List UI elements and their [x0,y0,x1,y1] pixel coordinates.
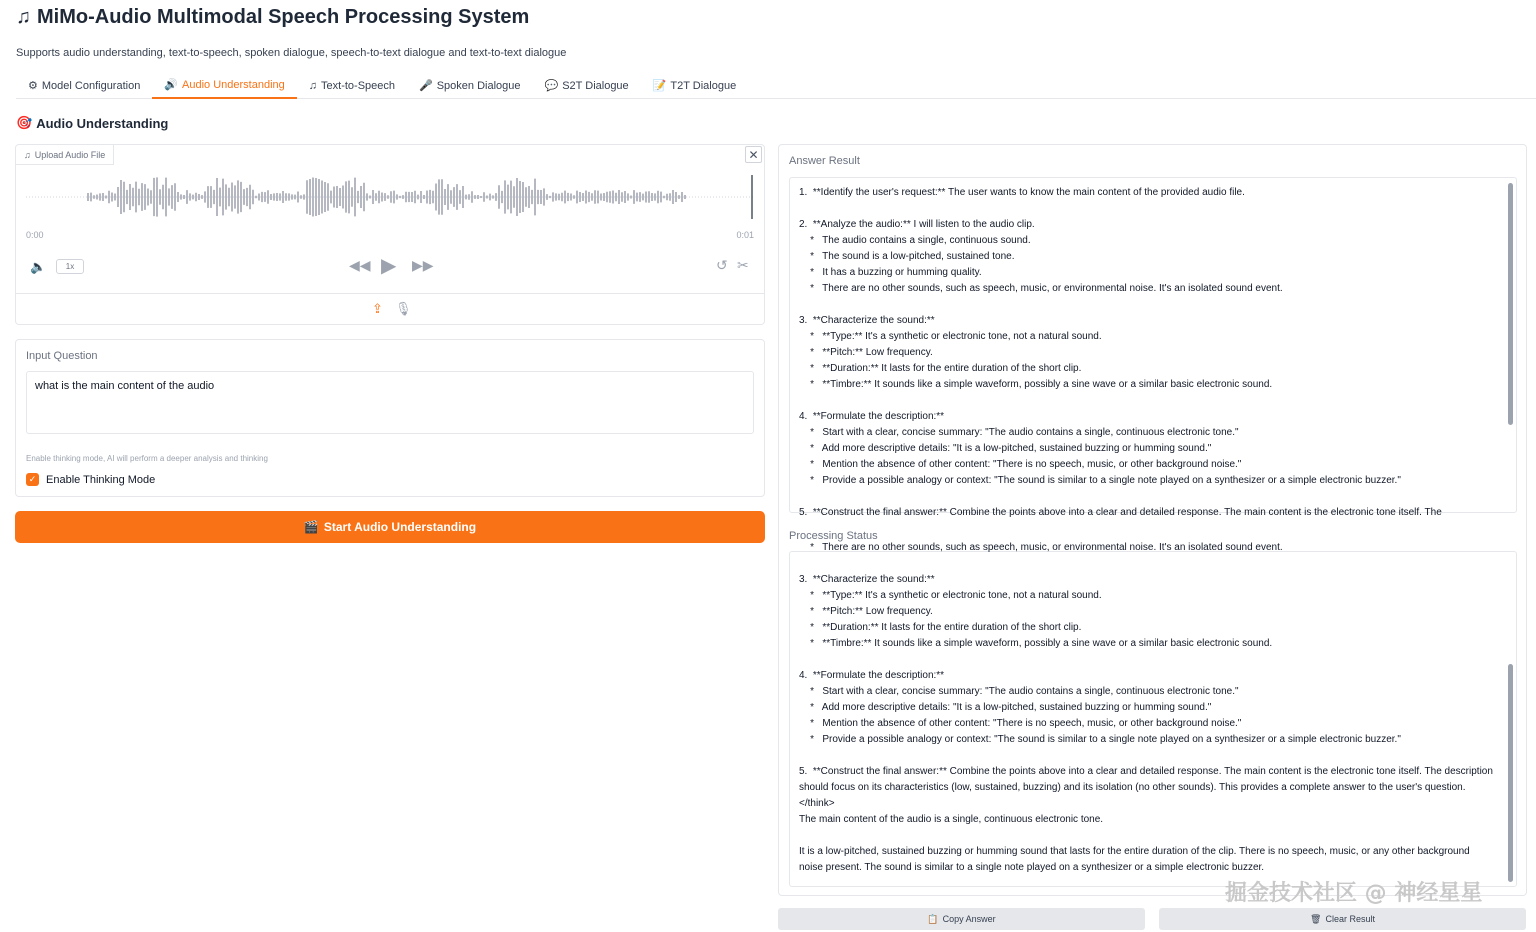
tab-audio-understanding[interactable] [152,72,296,99]
divider [16,293,764,294]
scissors-icon[interactable]: ✂ [737,257,749,273]
speaker-icon: 🔊 [164,79,179,91]
tab-label: Text-to-Speech [321,79,396,92]
tab-label: T2T Dialogue [670,79,737,92]
clear-result-button[interactable] [1159,908,1526,930]
fast-forward-icon[interactable]: ▶▶ [412,257,434,273]
app-title-text: MiMo-Audio Multimodal Speech Processing System [37,6,530,28]
time-start: 0:00 [26,230,44,240]
thinking-mode-label: Enable Thinking Mode [46,473,156,486]
undo-icon[interactable]: ↺ [716,257,728,273]
status-scrollbar[interactable] [1508,664,1513,882]
trash-icon: 🗑 [1310,913,1322,924]
tab-text-to-speech[interactable] [297,72,407,99]
music-note-icon: ♫ [24,149,31,160]
music-note-icon: ♫ [16,6,31,28]
thinking-mode-checkbox[interactable]: ✓ [26,473,39,486]
app-title [16,6,529,29]
answer-result-box[interactable] [789,177,1517,518]
tab-spoken-dialogue[interactable] [407,72,533,99]
answer-scrollbar[interactable] [1508,183,1513,425]
clipboard-icon: 📋 [927,913,939,924]
section-title-text: Audio Understanding [36,115,169,131]
tab-label: Spoken Dialogue [436,79,521,92]
play-icon[interactable]: ▶ [381,255,397,277]
microphone-icon: 🎤 [419,80,433,92]
tab-label: Model Configuration [41,79,141,92]
clapperboard-icon: 🎬 [303,520,319,534]
question-input[interactable] [26,371,754,434]
section-title [16,115,168,131]
tab-t2t-dialogue[interactable] [641,72,749,99]
volume-icon[interactable]: 🔈 [30,259,47,274]
tab-label: Audio Understanding [182,78,285,91]
upload-icon[interactable]: ⇪ [372,301,383,316]
processing-status-label: Processing Status [789,530,878,542]
speech-bubble-icon: 💬 [544,80,559,92]
memo-icon: 📝 [652,80,667,92]
tab-bar [16,72,1536,99]
tab-label: S2T Dialogue [562,79,629,92]
close-audio-button[interactable]: ✕ [745,146,762,163]
audio-upload-label [16,145,114,165]
processing-status-text: * There are no other sounds, such as speech, music, or environmental noise. It's an isolated sound event. 3. **Characterize the sound:** * **Type:** It's a synthetic or electronic tone, not a natural sound. * **Pitch:** Low frequency. * **Duration:** It lasts for the entire duration of the short clip. * **Timbre:** It sounds like a simple waveform, possibly a sine wave or a similar basic electronic sound. 4. **Formulate the description:** * Start with a clear, concise summary: "The audio contains a single, continuous electronic tone." * Add more descriptive details: "It is a low-pitched, sustained buzzing or humming sound." * Mention the absence of other content: "There is no speech, music, or other background noise." * Provide a possible analogy or context: "The sound is similar to a single note played on a synthesizer or a simple electronic buzzer." 5. **Construct the final answer:** Combine the points above into a clear and detailed response. The main content is the electronic tone itself. The description should focus on its characteristics (low, sustained, buzzing) and its isolation (no other sounds). This provides a complete answer to the user's question. </think> The main content of the audio is a single, continuous electronic tone. It is a low-pitched, sustained buzzing or humming sound that lasts for the entire duration of the clip. There is no speech, music, or any other background noise present. The sound is similar to a single note played on a synthesizer or a simple electronic buzzer. [799,542,1493,873]
audio-upload-label-text: Upload Audio File [34,149,106,160]
results-panel [778,144,1527,896]
answer-result-label: Answer Result [789,155,860,167]
copy-answer-button[interactable] [778,908,1145,930]
watermark: 掘金技术社区 @ 神经星星 [1225,881,1483,906]
clear-result-label: Clear Result [1325,914,1375,924]
audio-waveform[interactable] [26,173,754,221]
microphone-icon[interactable]: 🎙 [395,301,412,316]
answer-result-text: 1. **Identify the user's request:** The user wants to know the main content of the provided audio file. 2. **Analyze the audio:** I will listen to the audio clip. * The audio contains a single, continuous sound. * The sound is a low-pitched, sustained tone. * It has a buzzing or humming quality. * There are no other sounds, such as speech, music, or environmental noise. It's an isolated sound event. 3. **Characterize the sound:** * **Type:** It's a synthetic or electronic tone, not a natural sound. * **Pitch:** Low frequency. * **Duration:** It lasts for the entire duration of the short clip. * **Timbre:** It sounds like a simple waveform, possibly a sine wave or a similar basic electronic sound. 4. **Formulate the description:** * Start with a clear, concise summary: "The audio contains a single, continuous electronic tone." * Add more descriptive details: "It is a low-pitched, sustained buzzing or humming sound." * Mention the absence of other content: "There is no speech, music, or other background noise." * Provide a possible analogy or context: "The sound is similar to a single note played on a synthesizer or a simple electronic buzzer." 5. **Construct the final answer:** Combine the points above into a clear and detailed response. The main content is the electronic tone itself. The [799,187,1442,518]
start-audio-understanding-button[interactable] [15,511,765,543]
music-note-icon: ♫ [308,79,318,92]
tab-model-configuration[interactable] [16,72,152,99]
gear-icon: ⚙ [28,80,38,92]
start-button-label: Start Audio Understanding [323,520,477,534]
question-label: Input Question [26,350,98,362]
thinking-mode-toggle[interactable] [26,473,155,486]
copy-answer-label: Copy Answer [942,914,996,924]
time-end: 0:01 [736,230,754,240]
playback-speed-button[interactable]: 1x [56,259,84,274]
thinking-info-text: Enable thinking mode, AI will perform a deeper analysis and thinking [26,454,268,463]
audio-upload-panel [15,144,765,325]
rewind-icon[interactable]: ◀◀ [349,257,371,273]
target-icon: 🎯 [16,115,33,130]
question-panel [15,339,765,497]
app-subtitle: Supports audio understanding, text-to-speech, spoken dialogue, speech-to-text dialogue and text-to-text dialogue [16,47,567,59]
processing-status-box[interactable] [789,542,1517,887]
tab-s2t-dialogue[interactable] [533,72,641,99]
